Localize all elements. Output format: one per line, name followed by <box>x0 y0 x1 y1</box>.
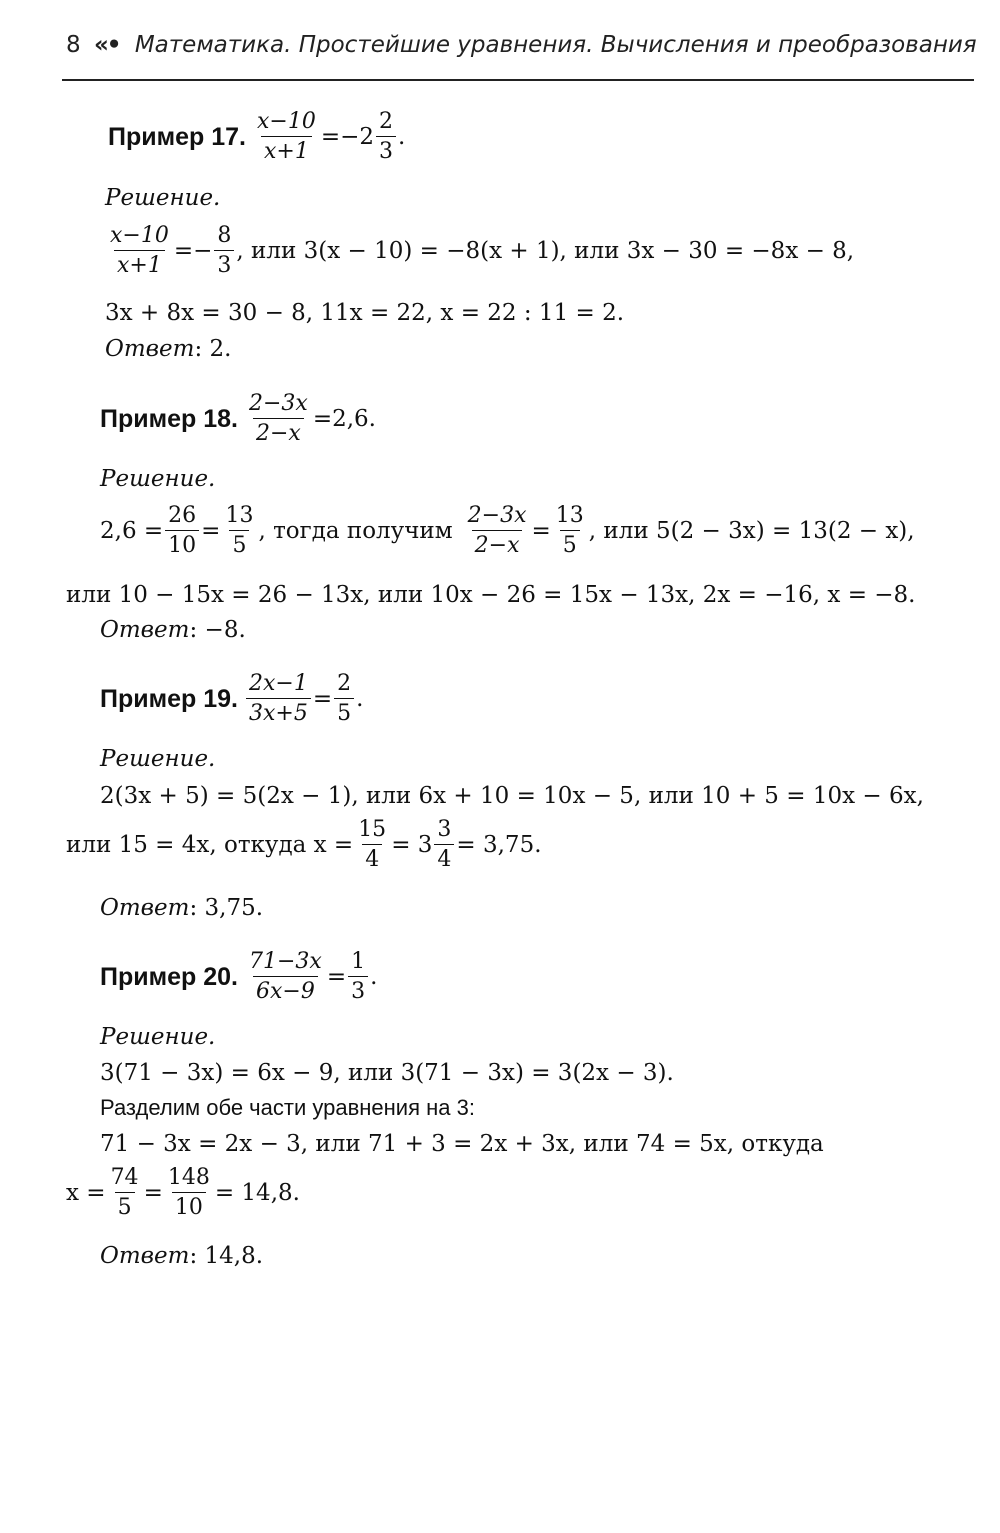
numerator: 2 <box>379 109 394 134</box>
answer-line <box>100 895 263 921</box>
fraction <box>355 818 389 872</box>
example-17-title <box>108 110 405 164</box>
running-header <box>66 32 977 58</box>
fraction <box>246 392 311 446</box>
denominator: 3 <box>348 976 368 1004</box>
denominator: 3 <box>214 250 234 278</box>
equation-text: . <box>370 964 378 991</box>
example-19-title <box>100 672 363 726</box>
equation-text: = 3 <box>391 832 433 859</box>
denominator: 3x+5 <box>246 698 311 726</box>
denominator: 2−x <box>253 418 304 446</box>
equation-text: 2,6 = <box>100 518 164 545</box>
fraction <box>348 950 368 1004</box>
numerator: 13 <box>225 503 254 528</box>
numerator: 2−3x <box>467 503 527 528</box>
numerator: 2−3x <box>248 391 308 416</box>
answer-value: : 14,8. <box>189 1243 264 1269</box>
answer-word: Ответ <box>100 895 190 921</box>
solution-heading: Решение. <box>100 466 216 492</box>
solution-line <box>66 818 542 872</box>
fraction <box>334 672 354 726</box>
numerator: x−10 <box>110 223 169 248</box>
denominator: 4 <box>434 844 454 872</box>
solution-line: Разделим обе части уравнения на 3: <box>100 1095 475 1120</box>
solution-line: или 10 − 15x = 26 − 13x, или 10x − 26 = 15x − 13x, 2x = −16, x = −8. <box>66 582 916 608</box>
numerator: 2x−1 <box>248 671 308 696</box>
fraction <box>434 818 454 872</box>
solution-heading: Решение. <box>105 185 221 211</box>
equation-text: , тогда получим <box>258 518 453 545</box>
solution-line: 3x + 8x = 30 − 8, 11x = 22, x = 22 : 11 = 2. <box>105 300 625 326</box>
solution-line: 3(71 − 3x) = 6x − 9, или 3(71 − 3x) = 3(2x − 3). <box>100 1060 674 1086</box>
equation-text: = 3,75. <box>456 832 542 859</box>
equation-text: = <box>326 964 347 991</box>
equation-text: . <box>398 124 406 151</box>
denominator: x+1 <box>261 136 312 164</box>
solution-heading: Решение. <box>100 746 216 772</box>
fraction <box>222 504 256 558</box>
numerator: 71−3x <box>248 949 322 974</box>
example-18-title <box>100 392 376 446</box>
ornament-icon: «• <box>93 32 120 58</box>
answer-line <box>100 617 246 643</box>
numerator: 8 <box>217 223 232 248</box>
fraction <box>214 224 234 278</box>
header-rule <box>62 79 974 81</box>
fraction <box>376 110 396 164</box>
answer-value: : −8. <box>189 617 246 643</box>
fraction <box>108 1166 142 1220</box>
equation-text: = <box>143 1180 163 1207</box>
example-label: Пример 19. <box>100 684 238 713</box>
solution-line <box>100 504 915 558</box>
denominator: 5 <box>115 1192 135 1220</box>
fraction <box>246 950 325 1004</box>
fraction <box>165 504 199 558</box>
equation-text: = <box>531 518 551 545</box>
example-label: Пример 17. <box>108 122 246 151</box>
denominator: 5 <box>334 698 354 726</box>
denominator: 2−x <box>472 530 523 558</box>
answer-word: Ответ <box>105 336 195 362</box>
numerator: 13 <box>555 503 584 528</box>
numerator: x−10 <box>256 109 316 134</box>
example-20-title <box>100 950 377 1004</box>
numerator: 74 <box>110 1165 139 1190</box>
fraction <box>553 504 587 558</box>
fraction <box>107 224 172 278</box>
equation-text: x = <box>66 1180 106 1207</box>
fraction <box>254 110 319 164</box>
equation-text: = 14,8. <box>214 1180 300 1207</box>
equation-text: . <box>356 686 364 713</box>
denominator: x+1 <box>114 250 165 278</box>
answer-word: Ответ <box>100 617 190 643</box>
example-label: Пример 20. <box>100 962 238 991</box>
solution-line: 2(3x + 5) = 5(2x − 1), или 6x + 10 = 10x − 5, или 10 + 5 = 10x − 6x, <box>100 783 924 809</box>
fraction <box>246 672 311 726</box>
equation-text: = <box>201 518 221 545</box>
answer-line <box>105 336 232 362</box>
answer-word: Ответ <box>100 1243 190 1269</box>
solution-line <box>66 1166 300 1220</box>
equation-text: =− <box>173 238 213 265</box>
equation-text: или 15 = 4x, откуда x = <box>66 832 354 859</box>
denominator: 10 <box>165 530 199 558</box>
answer-value: : 3,75. <box>189 895 264 921</box>
numerator: 1 <box>351 949 366 974</box>
numerator: 26 <box>168 503 197 528</box>
denominator: 5 <box>229 530 249 558</box>
solution-heading: Решение. <box>100 1024 216 1050</box>
numerator: 148 <box>167 1165 210 1190</box>
equation-text: =−2 <box>320 124 375 151</box>
numerator: 3 <box>437 817 452 842</box>
solution-line: 71 − 3x = 2x − 3, или 71 + 3 = 2x + 3x, или 74 = 5x, откуда <box>100 1131 824 1157</box>
fraction <box>165 1166 213 1220</box>
equation-text: , или 5(2 − 3x) = 13(2 − x), <box>588 518 915 545</box>
equation-text: = <box>312 686 333 713</box>
denominator: 6x−9 <box>253 976 318 1004</box>
denominator: 3 <box>376 136 396 164</box>
equation-text: =2,6. <box>312 406 376 433</box>
example-label: Пример 18. <box>100 404 238 433</box>
denominator: 4 <box>362 844 382 872</box>
header-title: Математика. Простейшие уравнения. Вычисления и преобразования <box>134 32 977 58</box>
answer-line <box>100 1243 263 1269</box>
denominator: 10 <box>172 1192 206 1220</box>
numerator: 2 <box>337 671 352 696</box>
page-number: 8 <box>66 32 81 58</box>
answer-value: : 2. <box>194 336 232 362</box>
fraction <box>465 504 530 558</box>
denominator: 5 <box>560 530 580 558</box>
solution-line <box>105 224 854 278</box>
equation-text: , или 3(x − 10) = −8(x + 1), или 3x − 30 = −8x − 8, <box>236 238 855 265</box>
numerator: 15 <box>358 817 387 842</box>
